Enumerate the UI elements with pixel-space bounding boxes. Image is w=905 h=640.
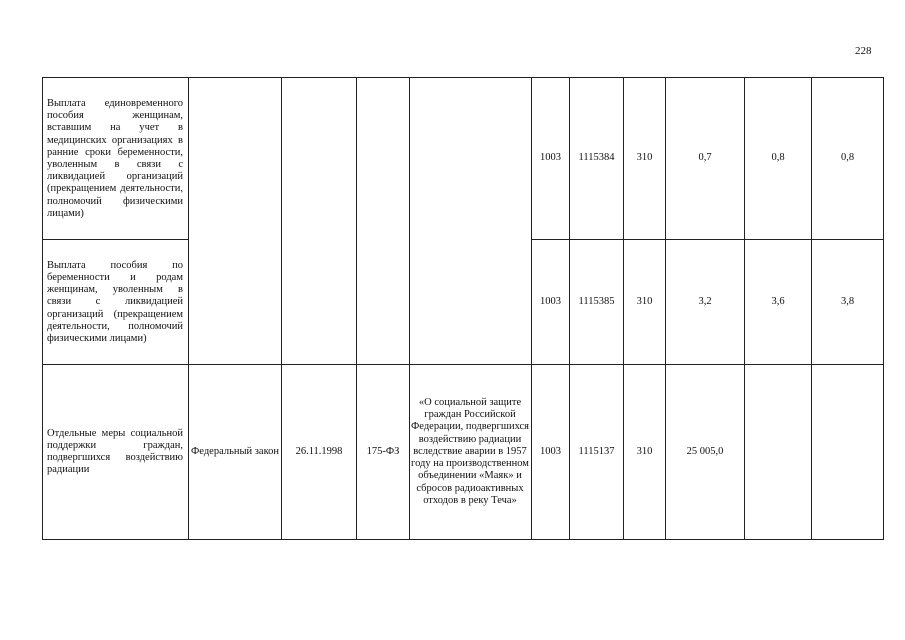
description-text: Выплата пособия по беременности и родам женщинам, уволенным в связи с ликвидацией организаций (прекращением деятельности, полномочий физическими лицами): [47, 259, 183, 344]
act-date-cell: 26.11.1998: [295, 445, 343, 457]
value-cell-1: 3,2: [698, 295, 712, 307]
target-code-cell: 1115385: [578, 295, 615, 307]
description-text: Выплата единовременного пособия женщинам, вставшим на учет в медицинских организациях в ранние сроки беременности, уволенным в связи с ликвидацией организаций (прекращением деятельности, полномочий физическими лицами): [47, 97, 183, 219]
act-name-cell: «О социальной защите граждан Российской Федерации, подвергшихся воздействию радиации вследствие аварии в 1957 году на производственном объединении «Маяк» и сбросов радиоактивных отходов в реку Теча»: [411, 397, 530, 506]
column-divider: [188, 77, 189, 540]
value-cell-3: [811, 365, 884, 539]
target-code-cell: 1115384: [578, 152, 615, 164]
description-cell: [47, 241, 183, 364]
value-cell-2: [744, 365, 812, 539]
act-number-cell: 175-ФЗ: [366, 445, 400, 457]
expense-code-cell: 310: [636, 295, 653, 307]
expense-code-cell: 310: [636, 152, 653, 164]
value-cell-2: 0,8: [771, 152, 785, 164]
value-cell-1: 0,7: [698, 152, 712, 164]
description-cell: [47, 365, 183, 539]
value-cell-3: 3,8: [840, 295, 855, 307]
description-text: Отдельные меры социальной поддержки граждан, подвергшихся воздействию радиации: [47, 427, 183, 476]
value-cell-1: 25 005,0: [686, 445, 724, 457]
section-code-cell: 1003: [540, 152, 561, 164]
description-cell: [47, 79, 183, 239]
target-code-cell: 1115137: [578, 445, 615, 457]
expense-code-cell: 310: [636, 445, 653, 457]
value-cell-2: 3,6: [771, 295, 785, 307]
section-code-cell: 1003: [540, 445, 561, 457]
page-number: 228: [855, 45, 872, 57]
table-border-bottom: [42, 539, 883, 540]
column-divider: [42, 77, 43, 540]
act-type-cell: Федеральный закон: [191, 445, 280, 457]
row-divider: [42, 239, 189, 240]
section-code-cell: 1003: [540, 295, 561, 307]
value-cell-3: 0,8: [840, 152, 855, 164]
